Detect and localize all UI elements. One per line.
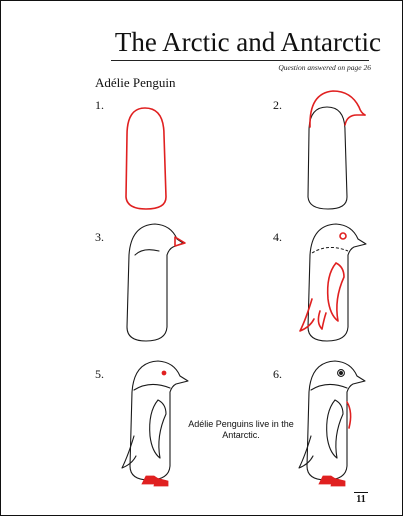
step-2-label: 2.: [273, 98, 282, 112]
step-5-label: 5.: [95, 367, 104, 381]
step-3-drawing: [121, 219, 191, 349]
step-6-drawing: [291, 356, 371, 491]
title-underline: [111, 60, 369, 61]
answer-note: Question answered on page 26: [278, 63, 371, 72]
drawing-subject: Adélie Penguin: [95, 75, 176, 90]
step-1-drawing: [121, 105, 171, 215]
step-4-drawing: [296, 219, 371, 349]
step-4-label: 4.: [273, 230, 282, 244]
step-1-label: 1.: [95, 98, 104, 112]
fact-text: Adélie Penguins live in the Antarctic.: [188, 419, 294, 440]
step-2-drawing: [301, 85, 371, 215]
page-number: 11: [354, 492, 368, 505]
step-6-label: 6.: [273, 367, 282, 381]
page-title: The Arctic and Antarctic: [114, 27, 381, 57]
step-3-label: 3.: [95, 230, 104, 244]
